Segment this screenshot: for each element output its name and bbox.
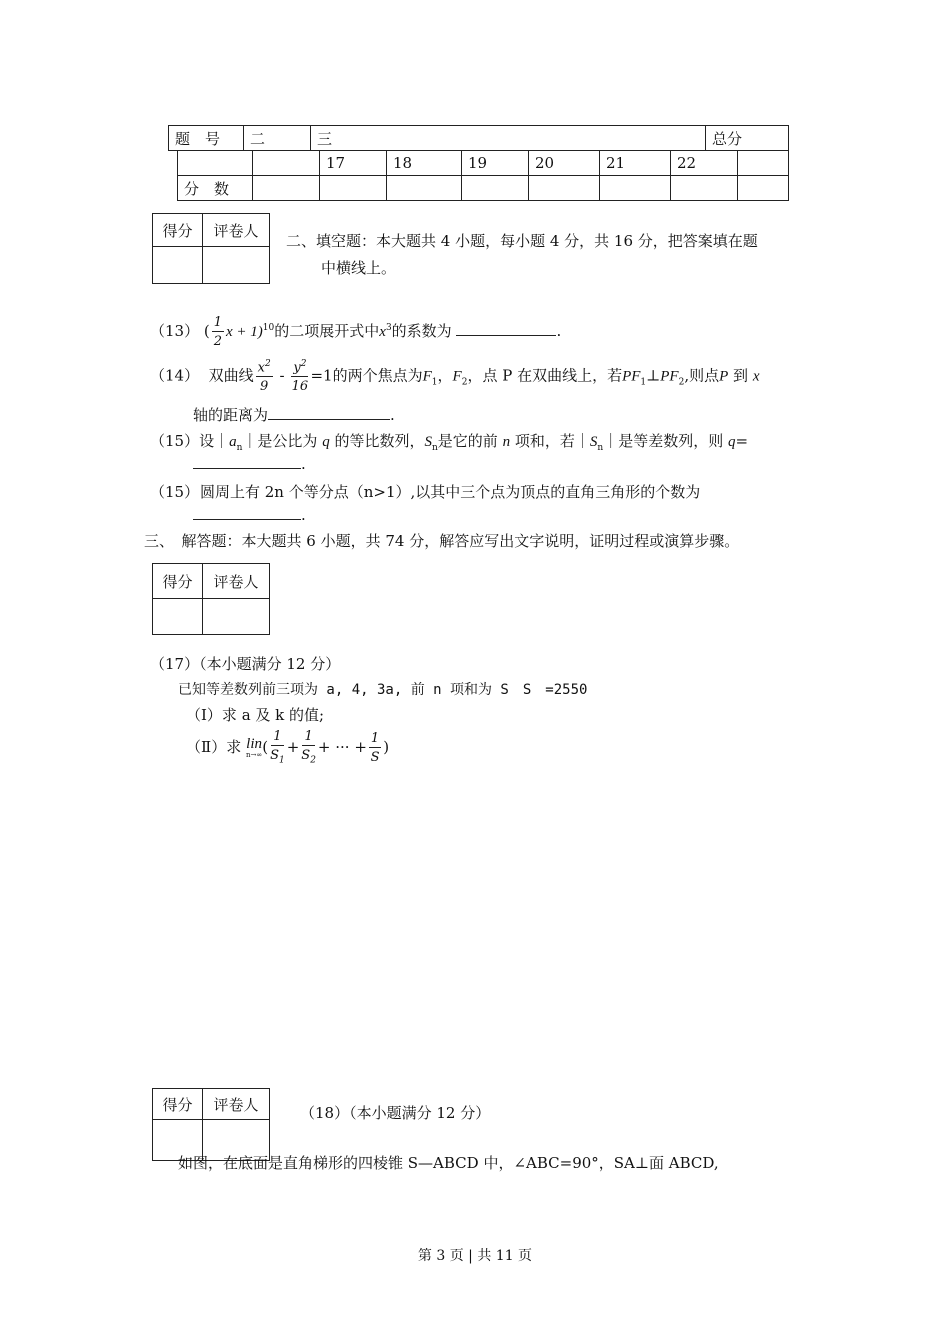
question-15a: （15）设$|a_n|$是公比为 q 的等比数列，$S_n$是它的前 n 项和，若$|S_n|$是等差数列，则 q= — [150, 432, 749, 453]
score-cell: 20 — [529, 151, 600, 176]
question-15b-line2: . — [193, 506, 306, 524]
page-footer: 第 3 页 | 共 11 页 — [417, 1248, 533, 1264]
grader-score-label: 得分 — [153, 1089, 203, 1120]
grader-score-field[interactable] — [153, 247, 203, 284]
grader-score-field[interactable] — [153, 599, 203, 635]
score-cell — [253, 151, 320, 176]
grader-name-field[interactable] — [203, 247, 270, 284]
grader-box — [152, 213, 270, 284]
question-15b-num: （15） — [150, 483, 200, 501]
q14-answer-blank[interactable] — [268, 419, 390, 420]
grader-name-field[interactable] — [203, 599, 270, 635]
score-header-total: 总分 — [706, 126, 789, 151]
grader-score-label: 得分 — [153, 564, 203, 599]
grader-box — [152, 563, 270, 635]
section2-heading: 二、填空题：本大题共 4 小题，每小题 4 分，共 16 分，把答案填在题 — [286, 232, 758, 250]
score-number-row — [178, 151, 789, 176]
section2-heading-cont: 中横线上。 — [321, 259, 397, 277]
question-18-line1: 如图，在底面是直角梯形的四棱锥 S—ABCD 中，∠ABC=90°，SA⊥面 ABCD, — [178, 1154, 719, 1172]
q13-fraction: $\frac{1}{2}$ — [213, 315, 223, 349]
q15b-answer-blank[interactable] — [193, 519, 301, 520]
q13-answer-blank[interactable] — [456, 335, 556, 336]
question-17-line1: 已知等差数列前三项为 a, 4, 3a, 前 n 项和为 S S =2550 — [178, 682, 588, 698]
question-17-part2: （Ⅱ）求 lin n→∞ ( $\frac{1}{S_1}$ + $\frac{1}{S_2}$ + ··· + $\frac{1}{S}$ ) — [186, 729, 390, 766]
grader-name-label: 评卷人 — [203, 1089, 270, 1120]
score-header-section3: 三 — [311, 126, 706, 151]
question-14-line2: 轴的距离为 . — [193, 406, 395, 424]
score-cell: 17 — [320, 151, 387, 176]
score-cell: 19 — [462, 151, 529, 176]
question-17-title: （17）（本小题满分 12 分） — [150, 655, 341, 673]
score-table-header — [168, 125, 789, 151]
score-cell: 18 — [387, 151, 462, 176]
question-17-part1: （Ⅰ）求 a 及 k 的值; — [186, 706, 325, 724]
grader-name-label: 评卷人 — [203, 214, 270, 247]
question-14: （14） 双曲线 $\frac{x^2}{9}$ - $\frac{y^2}{16}$ =1的两个焦点为$F_1$，$F_2$，点 P 在双曲线上，若$PF_1\perp PF_2$,则点P 到 x — [150, 359, 760, 395]
question-15b: 圆周上有 2n 个等分点（n>1）,以其中三个点为顶点的直角三角形的个数为 — [200, 483, 701, 501]
score-value-row — [178, 176, 789, 201]
score-cell: 22 — [671, 151, 738, 176]
score-cell — [738, 151, 789, 176]
question-18-title: （18）（本小题满分 12 分） — [300, 1104, 491, 1122]
score-cell: 21 — [600, 151, 671, 176]
grader-name-label: 评卷人 — [203, 564, 270, 599]
score-cell — [178, 151, 253, 176]
grader-score-label: 得分 — [153, 214, 203, 247]
score-header-label: 题 号 — [169, 126, 244, 151]
grader-box — [152, 1088, 270, 1161]
q15a-answer-blank[interactable] — [193, 468, 301, 469]
score-row-label: 分 数 — [178, 176, 253, 201]
question-13: （13） ( $\frac{1}{2}$ x + 1)$^{10}$的二项展开式中$x^3$的系数为 . — [150, 315, 562, 349]
score-header-section2: 二 — [244, 126, 311, 151]
section3-heading: 三、 解答题：本大题共 6 小题，共 74 分，解答应写出文字说明，证明过程或演算步骤。 — [144, 532, 740, 550]
score-table-body — [177, 150, 789, 201]
question-15a-line2: . — [193, 455, 306, 473]
